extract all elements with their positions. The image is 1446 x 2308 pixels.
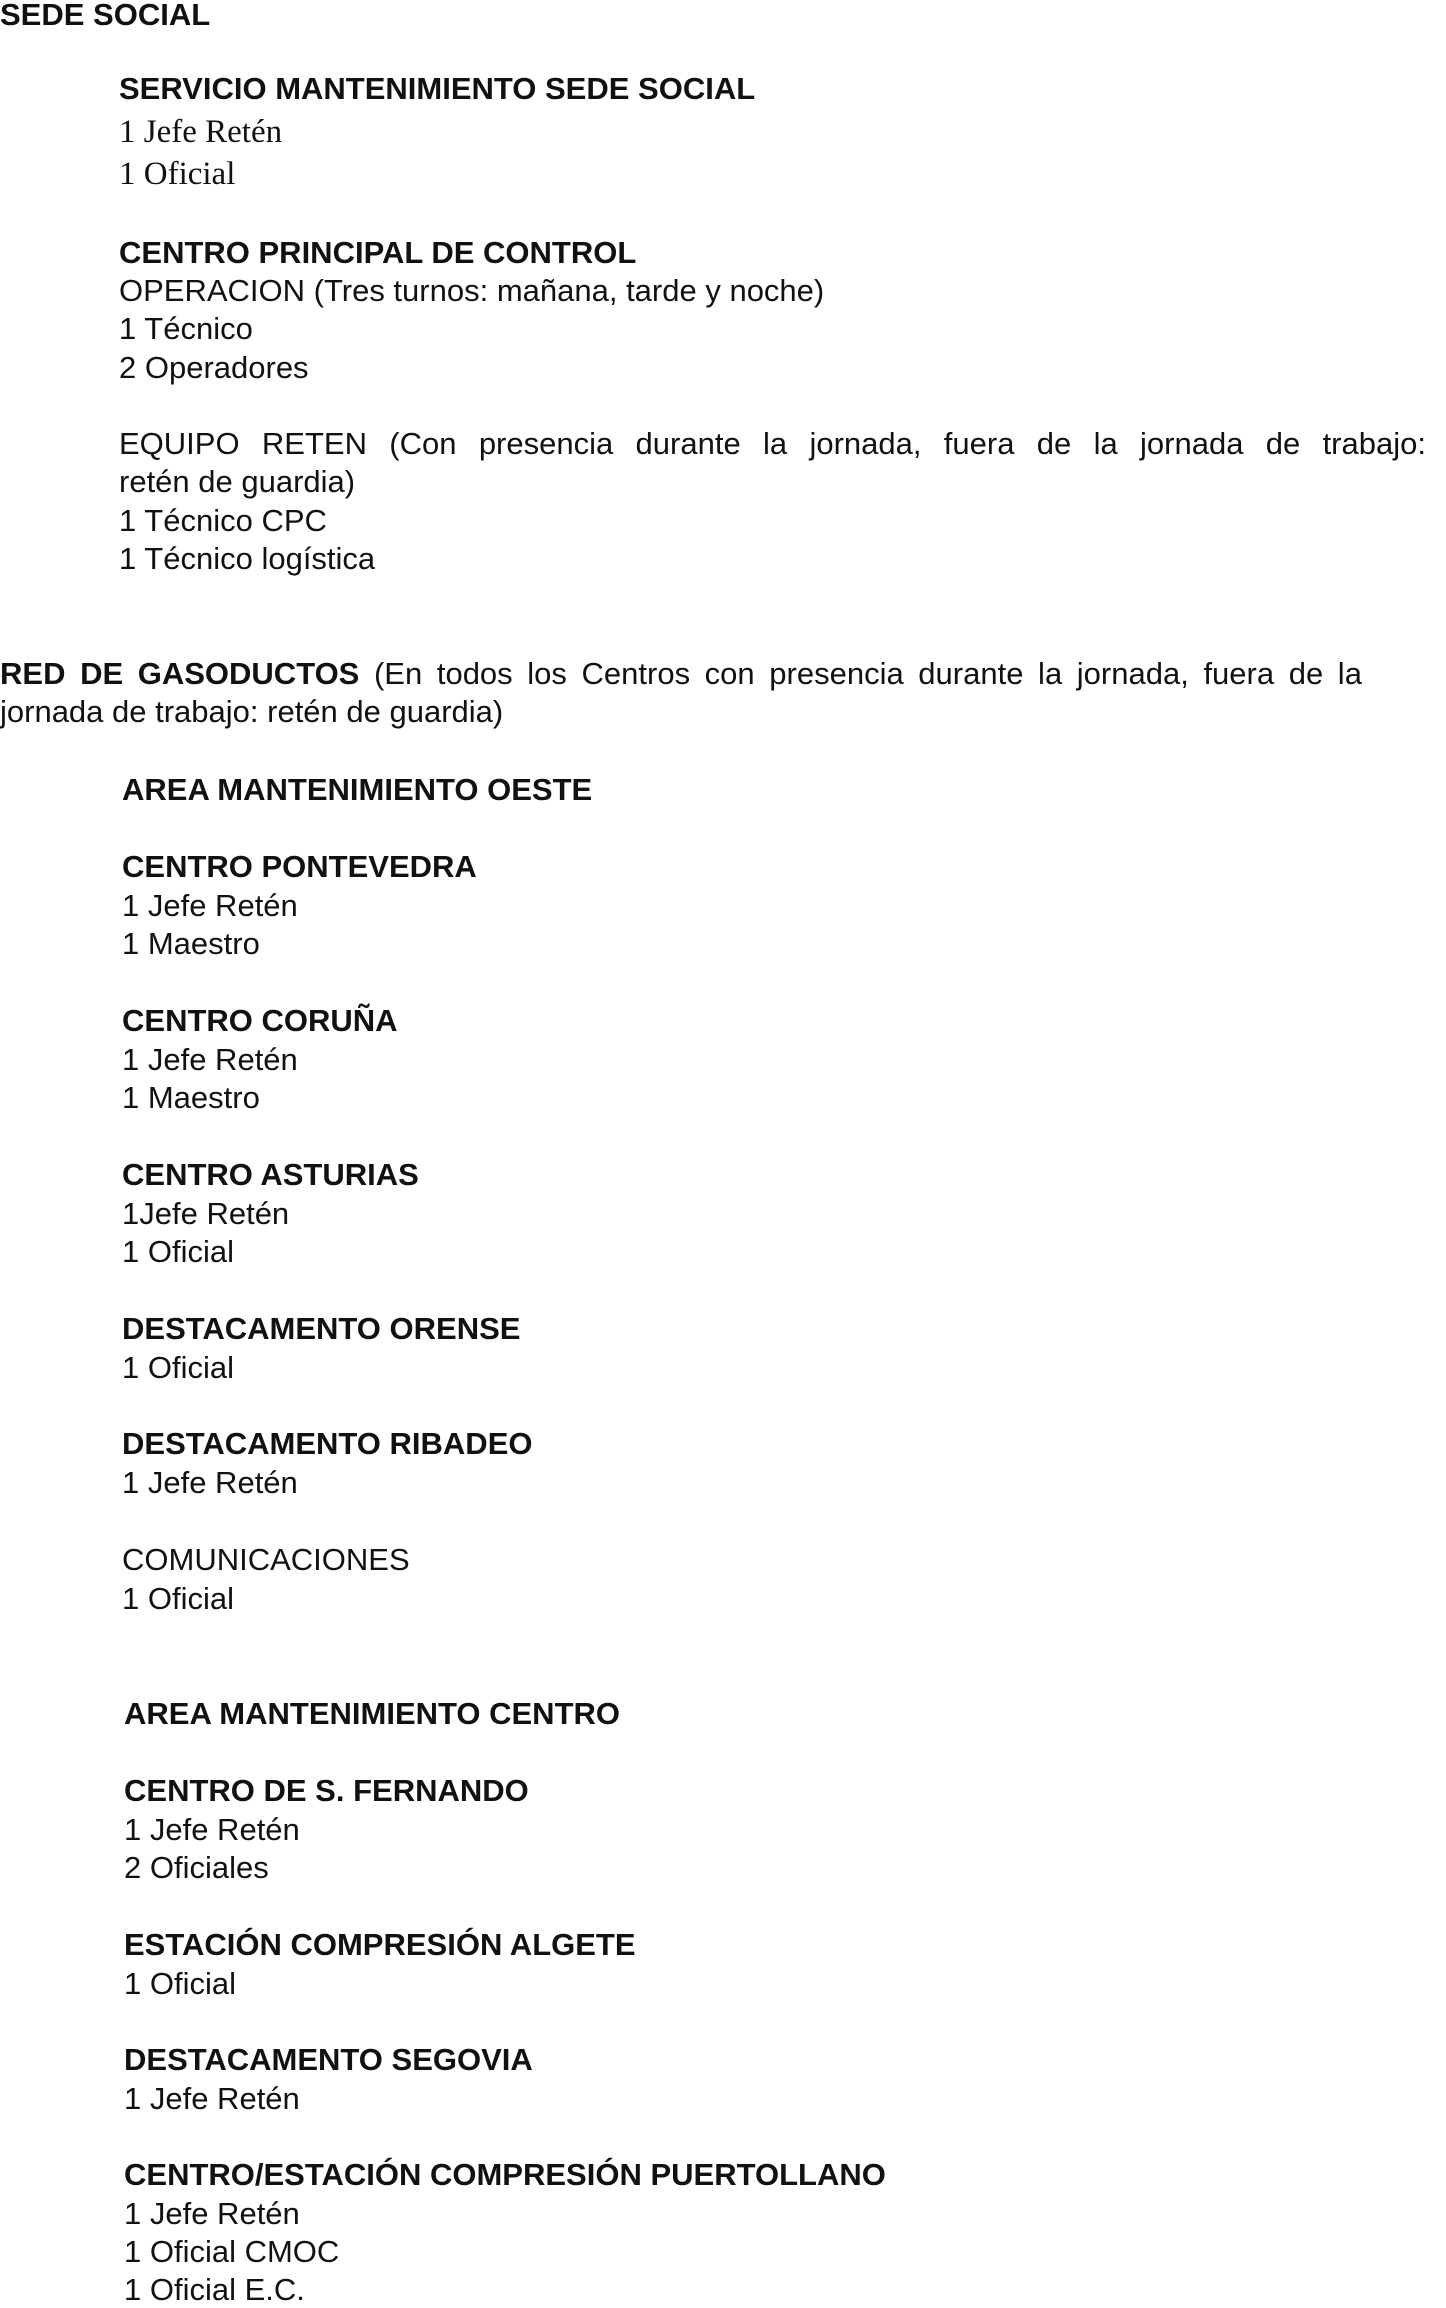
centro-item: 1 Maestro <box>122 926 260 961</box>
centro-item: 2 Oficiales <box>124 1850 269 1885</box>
servicio-heading: SERVICIO MANTENIMIENTO SEDE SOCIAL <box>119 71 756 106</box>
centro-item: 1 Jefe Retén <box>124 2196 300 2231</box>
equipo-reten-word: durante <box>635 426 741 461</box>
area-centro-heading: AREA MANTENIMIENTO CENTRO <box>124 1696 620 1731</box>
operacion-line: OPERACION (Tres turnos: mañana, tarde y noche) <box>119 273 825 308</box>
area-oeste-heading: AREA MANTENIMIENTO OESTE <box>122 772 593 807</box>
centro-item: 1 Oficial <box>122 1234 234 1269</box>
servicio-item: 1 Jefe Retén <box>119 114 283 150</box>
servicio-item: 1 Oficial <box>119 156 236 192</box>
equipo-reten-word: (Con <box>389 426 457 461</box>
operacion-item: 2 Operadores <box>119 350 309 385</box>
equipo-reten-word: fuera <box>943 426 1015 461</box>
equipo-reten-line1 <box>119 426 1426 462</box>
centro-item: 1 Jefe Retén <box>122 1465 298 1500</box>
operacion-item: 1 Técnico <box>119 311 253 346</box>
red-gasoductos-desc: (En todos los Centros con presencia durante la jornada, fuera de la <box>373 656 1362 691</box>
equipo-reten-word: jornada <box>1140 426 1244 461</box>
equipo-item: 1 Técnico CPC <box>119 503 327 538</box>
centro-name: CENTRO PONTEVEDRA <box>122 849 477 884</box>
centro-item: 1 Oficial E.C. <box>124 2272 305 2307</box>
centro-name: CENTRO DE S. FERNANDO <box>124 1773 529 1808</box>
equipo-reten-word: jornada, <box>809 426 922 461</box>
centro-item: 1 Jefe Retén <box>122 888 298 923</box>
centro-item: 1 Oficial <box>122 1581 234 1616</box>
equipo-reten-word: la <box>1093 426 1118 461</box>
centro-name: DESTACAMENTO SEGOVIA <box>124 2042 533 2077</box>
equipo-reten-word: la <box>763 426 788 461</box>
centro-name: CENTRO/ESTACIÓN COMPRESIÓN PUERTOLLANO <box>124 2157 886 2192</box>
centro-principal-heading: CENTRO PRINCIPAL DE CONTROL <box>119 235 637 270</box>
centro-item: 1 Jefe Retén <box>122 1042 298 1077</box>
centro-name: CENTRO CORUÑA <box>122 1003 398 1038</box>
centro-item: 1Jefe Retén <box>122 1196 290 1231</box>
centro-name: DESTACAMENTO ORENSE <box>122 1311 521 1346</box>
equipo-reten-word: de <box>1265 426 1301 461</box>
red-gasoductos-line2: jornada de trabajo: retén de guardia) <box>0 694 504 729</box>
centro-item: 1 Oficial <box>122 1350 234 1385</box>
equipo-reten-line2: retén de guardia) <box>119 464 356 499</box>
equipo-reten-word: RETEN <box>261 426 367 461</box>
centro-name: COMUNICACIONES <box>122 1542 410 1577</box>
centro-item: 1 Oficial <box>124 1966 236 2001</box>
equipo-reten-word: presencia <box>478 426 614 461</box>
centro-item: 1 Maestro <box>122 1080 260 1115</box>
centro-item: 1 Oficial CMOC <box>124 2234 340 2269</box>
equipo-reten-word: trabajo: <box>1322 426 1426 461</box>
equipo-item: 1 Técnico logística <box>119 541 376 576</box>
red-gasoductos-title: RED DE GASODUCTOS <box>0 656 360 691</box>
centro-item: 1 Jefe Retén <box>124 2081 300 2116</box>
centro-item: 1 Jefe Retén <box>124 1812 300 1847</box>
sede-social-title: SEDE SOCIAL <box>0 0 211 32</box>
equipo-reten-word: EQUIPO <box>119 426 240 461</box>
centro-name: ESTACIÓN COMPRESIÓN ALGETE <box>124 1927 636 1962</box>
red-gasoductos-line1 <box>0 656 1430 692</box>
centro-name: CENTRO ASTURIAS <box>122 1157 419 1192</box>
centro-name: DESTACAMENTO RIBADEO <box>122 1426 533 1461</box>
equipo-reten-word: de <box>1036 426 1072 461</box>
